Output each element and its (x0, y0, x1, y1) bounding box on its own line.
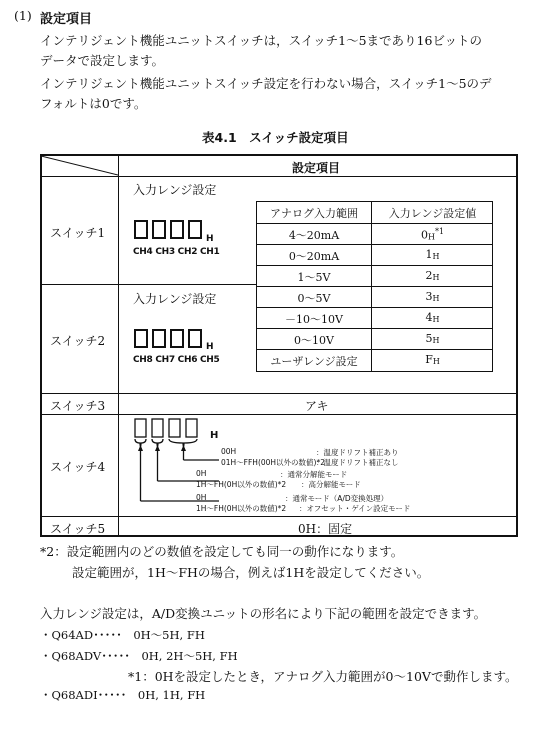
switch-1-digit-box (188, 220, 202, 239)
paragraph-1-line-1: インテリジェント機能ユニットスイッチは，スイッチ1～5まであり16ビットの (40, 33, 482, 48)
switch-3-value: アキ (305, 399, 329, 413)
table-row (257, 328, 492, 349)
switch-1-digit-box (152, 220, 166, 239)
switch-2-digit-box (170, 329, 184, 348)
row-rule-1 (41, 284, 256, 285)
paragraph-2-line-2: フォルトは0です。 (40, 96, 147, 111)
switch-3-label: スイッチ3 (50, 399, 106, 413)
input-range-intro: 入力レンジ設定は，A/D変換ユニットの形名により下記の範囲を設定できます。 (40, 606, 487, 621)
table-caption: 表4.1 スイッチ設定項目 (202, 130, 349, 145)
value-col-header: 入力レンジ設定値 (388, 207, 477, 220)
model-q68adi: ・Q68ADI･････ 0H, 1H, FH (40, 688, 206, 702)
switch-4-desc-3: ：通常分解能モード (280, 470, 348, 479)
value-cell: $3_H$ (425, 290, 440, 303)
range-cell: 0～10V (294, 334, 334, 347)
range-cell: －10～10V (285, 313, 343, 326)
switch-4-desc-1: ：温度ドリフト補正あり (316, 448, 399, 457)
switch-4-code-6: 1H～FH(0H以外の数値)*2 (196, 504, 287, 513)
range-table-header-row (257, 202, 492, 223)
switch-2-channels: CH8 CH7 CH6 CH5 (133, 355, 220, 365)
value-cell: $0_H^{*1}$ (420, 227, 445, 242)
row-rule-4 (41, 516, 517, 517)
table-row (257, 349, 492, 370)
row-rule-2 (41, 393, 517, 394)
model-q68adv: ・Q68ADV･････ 0H, 2H～5H, FH (40, 649, 238, 663)
table-header: 設定項目 (292, 161, 341, 175)
paragraph-2-line-1: インテリジェント機能ユニットスイッチ設定を行わない場合，スイッチ1～5のデ (40, 76, 492, 91)
value-cell: $1_H$ (425, 248, 440, 261)
switch-1-digit-box (134, 220, 148, 239)
section-title: 設定項目 (40, 12, 93, 27)
switch-4-code-2: 01H～FFH(00H以外の数値)*2 (221, 458, 326, 467)
range-cell: 0～20mA (288, 250, 340, 263)
switch-4-desc-2: ：温度ドリフト補正なし (316, 458, 399, 467)
table-row (257, 244, 492, 265)
note-2-line-2: 設定範囲が，1H～FHの場合，例えば1Hを設定してください。 (72, 565, 430, 580)
switch-4-desc-5: ：通常モード（A/D変換処理） (285, 494, 389, 503)
switch-2-label: スイッチ2 (50, 334, 106, 348)
range-cell: 4～20mA (288, 229, 340, 242)
range-cell: 1～5V (297, 271, 331, 284)
switch-2-digit-box (134, 329, 148, 348)
switch-4-desc-4: ：高分解能モード (301, 480, 361, 489)
switch-1-hex-suffix: H (206, 234, 214, 244)
switch-4-label: スイッチ4 (50, 460, 106, 474)
value-cell: $F_H$ (425, 353, 440, 366)
switch-2-hex-suffix: H (206, 342, 214, 352)
section-number: (1) (14, 8, 32, 23)
input-range-table (256, 201, 493, 372)
table-row (257, 307, 492, 328)
switch-4-desc-6: ：オフセット・ゲイン設定モード (299, 504, 411, 513)
switch-4-code-4: 1H～FH(0H以外の数値)*2 (196, 480, 287, 489)
table-column-divider (118, 155, 119, 536)
row-rule-3 (41, 414, 517, 415)
table-row (257, 265, 492, 286)
note-1: *1：0Hを設定したとき，アナログ入力範囲が0～10Vで動作します。 (128, 669, 518, 684)
value-cell: $4_H$ (425, 311, 440, 324)
switch-2-input-range-label: 入力レンジ設定 (133, 292, 217, 306)
value-cell: $2_H$ (425, 269, 440, 282)
range-col-header: アナログ入力範囲 (270, 207, 358, 220)
switch-1-channels: CH4 CH3 CH2 CH1 (133, 247, 220, 257)
header-diagonal (41, 155, 118, 176)
switch-4-hex-suffix: H (210, 430, 219, 441)
value-cell: $5_H$ (425, 332, 440, 345)
switch-4-code-5: 0H (196, 493, 207, 502)
range-cell: 0～5V (297, 292, 331, 305)
model-q64ad: ・Q64AD･････ 0H～5H, FH (40, 628, 205, 642)
switch-1-digit-box (170, 220, 184, 239)
table-row (257, 223, 492, 244)
switch-1-label: スイッチ1 (50, 226, 106, 240)
switch-1-input-range-label: 入力レンジ設定 (133, 183, 217, 197)
switch-5-value: 0H：固定 (298, 522, 353, 536)
table-row (257, 286, 492, 307)
range-cell: ユーザレンジ設定 (270, 355, 358, 368)
switch-2-digit-box (152, 329, 166, 348)
note-2-line-1: *2：設定範囲内のどの数値を設定しても同一の動作になります。 (40, 544, 404, 559)
paragraph-1-line-2: データで設定します。 (40, 53, 165, 68)
switch-4-code-3: 0H (196, 469, 207, 478)
switch-5-label: スイッチ5 (50, 522, 106, 536)
switch-2-digit-box (188, 329, 202, 348)
header-rule (41, 176, 517, 177)
switch-4-code-1: 00H (221, 447, 237, 456)
